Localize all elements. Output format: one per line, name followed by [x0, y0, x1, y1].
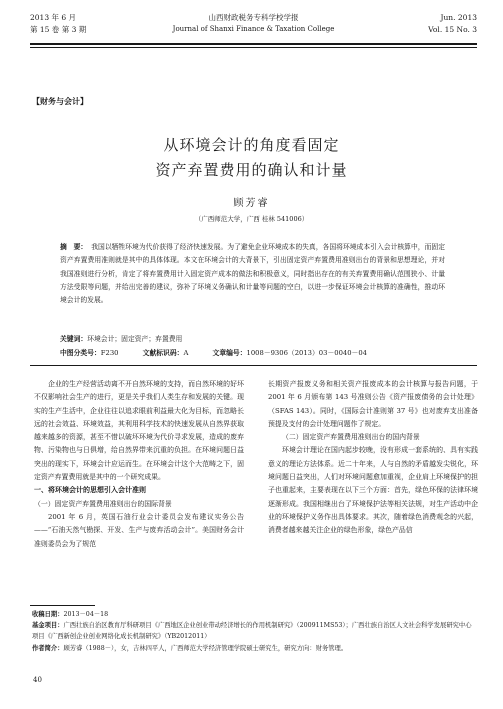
- fund-value: 广西壮族自治区教育厅科研项目《广西地区企业创业带动经济增长的作用机制研究》（200911MS53）；广西壮族自治区人文社会科学发展研究中心项目《广西新创企业创业网络化成长机制研究》（YB2012011）: [32, 622, 472, 641]
- header-rule-thick: [30, 43, 477, 45]
- author-bio-value: 顾芳睿（1988－），女，吉林四平人，广西师范大学经济管理学院硕士研究生，研究方向：财务管理。: [63, 645, 348, 652]
- doc-code-value: A: [183, 349, 189, 357]
- author-affiliation: （广西师范大学，广西 桂林 541006）: [194, 215, 309, 223]
- author-bio-label: 作者简介：: [32, 645, 64, 652]
- header-date-en: Jun. 2013: [440, 13, 477, 22]
- author-name: 顾芳睿: [233, 198, 270, 209]
- header-volume-en: Vol. 15 No. 3: [428, 25, 477, 34]
- abstract-text: 我国以牺牲环境为代价获得了经济快速发展。为了避免企业环境成本的失真，各国将环境成本引入会计核算中，而固定资产弃置费用准则就是其中的具体体现。本文在环境会计的大背景下，引出固定资产弃置费用准则出台的背景和思想理论，并对我国准则进行分析，肯定了将弃置费用计入固定资产成本的做法和积极意义，同时指出存在的有关弃置费用确认范围狭小、计量方法受限等问题，并给出完善的建议，弥补了环境义务确认和计量等问题的空白，以进一步保证环境会计核算的准确性，推动环境会计的发展。: [60, 243, 446, 305]
- subsection-heading: （一）固定资产弃置费用准则出台的国际背景: [34, 499, 172, 508]
- section-heading: 一、将环境会计的思想引入会计准则: [34, 486, 146, 495]
- body-paragraph: 企业的生产经营活动离不开自然环境的支持，而自然环境的好坏不仅影响社会生产的进行，更是关乎我们人类生存和发展的关键。现实的生产生活中，企业往往以追求眼前利益最大化为目标，而忽略长远的社会效益、环境效益，其利用科学技术的快速发展从自然界获取越来越多的资源，甚至不惜以破坏环境为代价寻求发展，造成的废弃物、污染物也与日俱增，给自然界带来沉重的负担。在环境问题日益突出的现实下，环境会计应运而生。在环境会计这个大范畴之下，固定资产弃置费用就是其中的一个研究成果。: [34, 380, 244, 482]
- clc-value: F230: [100, 349, 119, 357]
- received-value: 2013－04－18: [63, 611, 109, 618]
- running-header: [30, 12, 477, 40]
- body-column-left: [34, 378, 244, 551]
- footnote-author: [32, 643, 472, 654]
- article-title-line2: 资产弃置费用的确认和计量: [155, 161, 348, 179]
- body-paragraph: 长期资产报废义务和相关资产报废成本的会计核算与报告问题，于 2001 年 6 月颁布第 143 号准则公告《资产报废债务的会计处理》（SFAS 143）。同时，《国际会计准则第 37 号》也对废弃支出准备预提及支付的会计处理问题作了规定。: [268, 380, 478, 428]
- section-label: 【财务与会计】: [32, 97, 88, 106]
- body-paragraph: 2001 年 6 月，英国石油行业会计委员会发布建议实务公告——“石油天然气勘探、开发、生产与废弃活动会计”。美国财务会计准则委员会为了规范: [34, 512, 244, 548]
- footnote-rule: [30, 605, 95, 606]
- header-journal-cn: 山西财政税务专科学校学报: [208, 13, 299, 22]
- subsection-heading: （二）固定资产弃置费用准则出台的国内背景: [282, 433, 420, 442]
- fund-label: 基金项目：: [32, 622, 64, 629]
- page-number: 40: [33, 676, 42, 684]
- header-journal-en: Journal of Shanxi Finance & Taxation College: [172, 25, 335, 33]
- classification-line: [60, 347, 367, 357]
- received-label: 收稿日期：: [32, 611, 64, 618]
- header-date: 2013 年 6 月: [30, 13, 77, 22]
- article-title-line1: 从环境会计的角度看固定: [163, 136, 340, 154]
- article-no-value: 1008－9306（2013）03－0040－04: [246, 349, 367, 357]
- footnote-received: [32, 609, 472, 620]
- header-rule-thin: [30, 47, 477, 48]
- clc-label: 中图分类号：: [60, 349, 101, 357]
- keywords-text: 环境会计；固定资产；弃置费用: [87, 335, 183, 343]
- article-no-label: 文章编号：: [212, 349, 247, 357]
- footnote-fund: [32, 620, 472, 643]
- body-column-right: [268, 378, 478, 538]
- abstract: [60, 241, 445, 307]
- keywords: [60, 333, 182, 343]
- keywords-label: 关键词：: [60, 335, 88, 343]
- abstract-separator: [30, 365, 477, 366]
- body-paragraph: 环境会计理论在国内起步较晚，没有形成一套系统的、具有实践意义的理论方法体系。近二十年来，人与自然的矛盾越发尖锐化，环境问题日益突出，人们对环境问题愈加重视，企业肩上环境保护的担子也重起来，主要表现在以下三个方面：首先，绿色环保的法律环境逐渐形成。我国相继出台了环境保护法等相关法规，对生产活动中企业的环境保护义务作出具体要求。其次，随着绿色消费观念的兴起，消费者越来越关注企业的绿色形象，绿色产品信: [268, 446, 478, 535]
- doc-code-label: 文献标识码：: [142, 349, 184, 357]
- header-issue: 第 15 卷 第 3 期: [30, 25, 87, 34]
- abstract-label: 摘 要：: [60, 243, 88, 251]
